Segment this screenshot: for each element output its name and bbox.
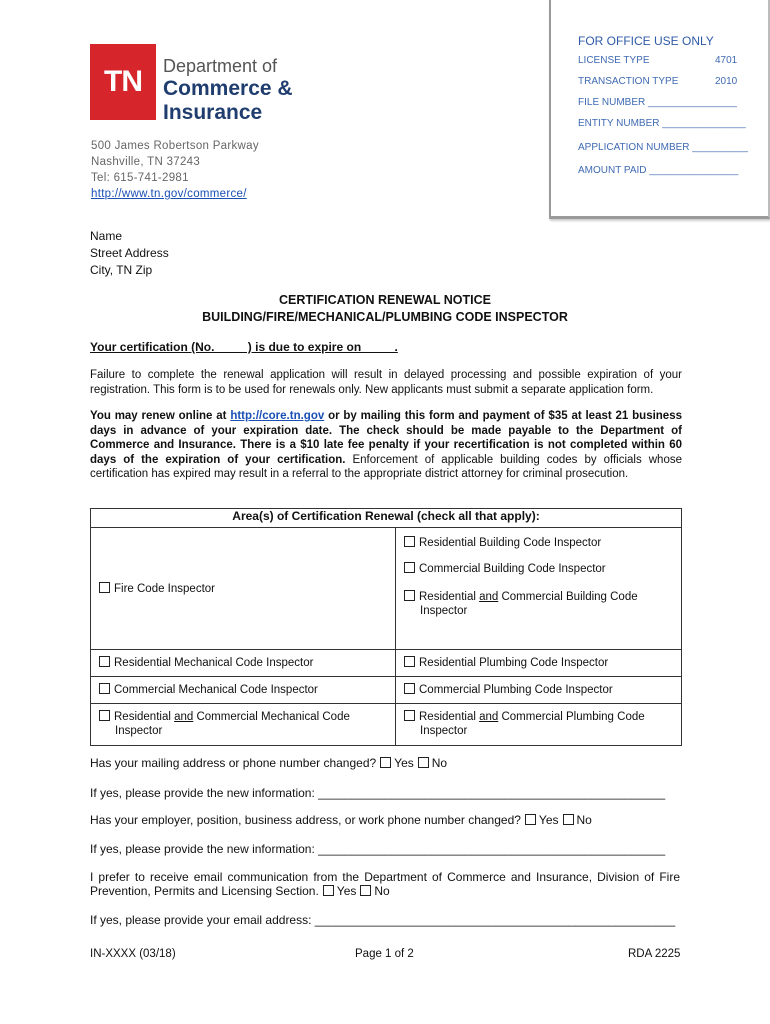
amount-paid-field[interactable]: AMOUNT PAID ________________ (578, 165, 739, 176)
license-type-label: LICENSE TYPE (578, 55, 650, 66)
res-building-option[interactable]: Residential Building Code Inspector (396, 528, 681, 558)
com-plumb-option[interactable]: Commercial Plumbing Code Inspector (396, 677, 681, 701)
address-street: 500 James Robertson Parkway (91, 140, 259, 152)
rc-plumb-cell (396, 704, 682, 746)
intro-paragraph: Failure to complete the renewal application will result in delayed processing and possible expiration of your registration. This form is to be used for renewals only. New applicants must submit a separate application form. (90, 369, 682, 396)
address-yes-checkbox[interactable] (380, 757, 391, 768)
application-number-field[interactable]: APPLICATION NUMBER __________ (578, 142, 748, 153)
website-link[interactable]: http://www.tn.gov/commerce/ (91, 188, 247, 200)
instructions-normal: Enforcement of applicable building codes by officials whose certification has expired may result in a referral to the appropriate district attorney for criminal prosecution. (90, 453, 682, 480)
com-mech-option[interactable]: Commercial Mechanical Code Inspector (91, 677, 395, 701)
license-type-row (578, 55, 768, 76)
instructions-bold-b: or by mailing this form and payment of $35 at least 21 business days in advance of your expiration date. The check should be made payable to the Department of Commerce and Insurance. There is a $10 late fee penalty if your recertification is not completed within 60 days of the expiration of your certification. (90, 410, 682, 466)
res-mech-option[interactable]: Residential Mechanical Code Inspector (91, 650, 395, 674)
page-number: Page 1 of 2 (355, 948, 414, 960)
notice-title (0, 292, 770, 326)
rc-building-checkbox[interactable] (404, 590, 415, 601)
recipient-city: City, TN Zip (90, 263, 153, 277)
fire-code-option[interactable]: Fire Code Inspector (91, 578, 395, 600)
table-header: Area(s) of Certification Renewal (check all that apply): (91, 509, 682, 528)
employer-changed-question: Has your employer, position, business address, or work phone number changed? Yes No (90, 813, 592, 827)
form-id: IN-XXXX (03/18) (90, 948, 176, 960)
recipient-block (90, 228, 169, 279)
employer-no-checkbox[interactable] (563, 814, 574, 825)
expiration-line: Your certification (No. ) is due to expire on . (90, 340, 398, 354)
email-no-checkbox[interactable] (360, 885, 371, 896)
res-plumb-checkbox[interactable] (404, 656, 415, 667)
instructions-bold-a: You may renew online at (90, 410, 231, 422)
rc-plumb-option[interactable]: Residential and Commercial Plumbing Code Inspector (396, 704, 681, 742)
rc-mech-checkbox[interactable] (99, 710, 110, 721)
com-plumb-checkbox[interactable] (404, 683, 415, 694)
res-mech-checkbox[interactable] (99, 656, 110, 667)
address-no-checkbox[interactable] (418, 757, 429, 768)
recipient-name: Name (90, 229, 123, 243)
new-employer-field[interactable]: If yes, please provide the new information: ____________________________________________________ (90, 842, 666, 856)
email-yes-checkbox[interactable] (323, 885, 334, 896)
res-plumb-cell (396, 650, 682, 677)
core-link[interactable]: http://core.tn.gov (230, 410, 325, 422)
rc-mech-option[interactable]: Residential and Commercial Mechanical Code Inspector (91, 704, 395, 742)
email-preference-question: I prefer to receive email communication from the Department of Commerce and Insurance, Division of Fire Prevention, Permits and Licensing Section. Yes No (90, 870, 680, 898)
com-mech-cell (91, 677, 396, 704)
rda-number: RDA 2225 (628, 948, 681, 960)
department-logo (90, 44, 293, 123)
transaction-type-label: TRANSACTION TYPE (578, 76, 679, 87)
fire-checkbox[interactable] (99, 582, 110, 593)
employer-yes-checkbox[interactable] (525, 814, 536, 825)
office-use-title: FOR OFFICE USE ONLY (578, 34, 714, 48)
logo-line-3: Insurance (163, 101, 263, 124)
notice-title-line-1: CERTIFICATION RENEWAL NOTICE (278, 293, 492, 307)
rc-plumb-checkbox[interactable] (404, 710, 415, 721)
building-cell (396, 528, 682, 650)
com-building-checkbox[interactable] (404, 562, 415, 573)
com-mech-checkbox[interactable] (99, 683, 110, 694)
tn-logo-box: TN (90, 44, 156, 120)
new-address-field[interactable]: If yes, please provide the new information: ____________________________________________________ (90, 786, 666, 800)
recipient-street: Street Address (90, 246, 169, 260)
entity-number-field[interactable]: ENTITY NUMBER _______________ (578, 118, 746, 129)
rc-mech-cell (91, 704, 396, 746)
email-address-field[interactable]: If yes, please provide your email address: ______________________________________________________ (90, 913, 676, 927)
logo-line-1: Department of (163, 56, 278, 76)
department-address (91, 138, 259, 202)
res-plumb-option[interactable]: Residential Plumbing Code Inspector (396, 650, 681, 674)
logo-line-2: Commerce & (163, 77, 293, 100)
transaction-type-row (578, 76, 768, 97)
address-changed-question: Has your mailing address or phone number changed? Yes No (90, 756, 448, 770)
notice-title-line-2: BUILDING/FIRE/MECHANICAL/PLUMBING CODE INSPECTOR (202, 310, 568, 324)
com-building-option[interactable]: Commercial Building Code Inspector (396, 558, 681, 586)
license-type-value: 4701 (715, 55, 738, 66)
certification-areas-table (90, 508, 682, 746)
com-plumb-cell (396, 677, 682, 704)
file-number-field[interactable]: FILE NUMBER ________________ (578, 97, 737, 108)
transaction-type-value: 2010 (715, 76, 738, 87)
fire-cell (91, 528, 396, 650)
address-city: Nashville, TN 37243 (91, 156, 201, 168)
res-mech-cell (91, 650, 396, 677)
renewal-instructions (90, 409, 682, 482)
rc-building-option[interactable]: Residential and Commercial Building Code Inspector (396, 586, 681, 622)
address-tel: Tel: 615-741-2981 (91, 172, 189, 184)
res-building-checkbox[interactable] (404, 536, 415, 547)
office-use-box (549, 0, 770, 219)
